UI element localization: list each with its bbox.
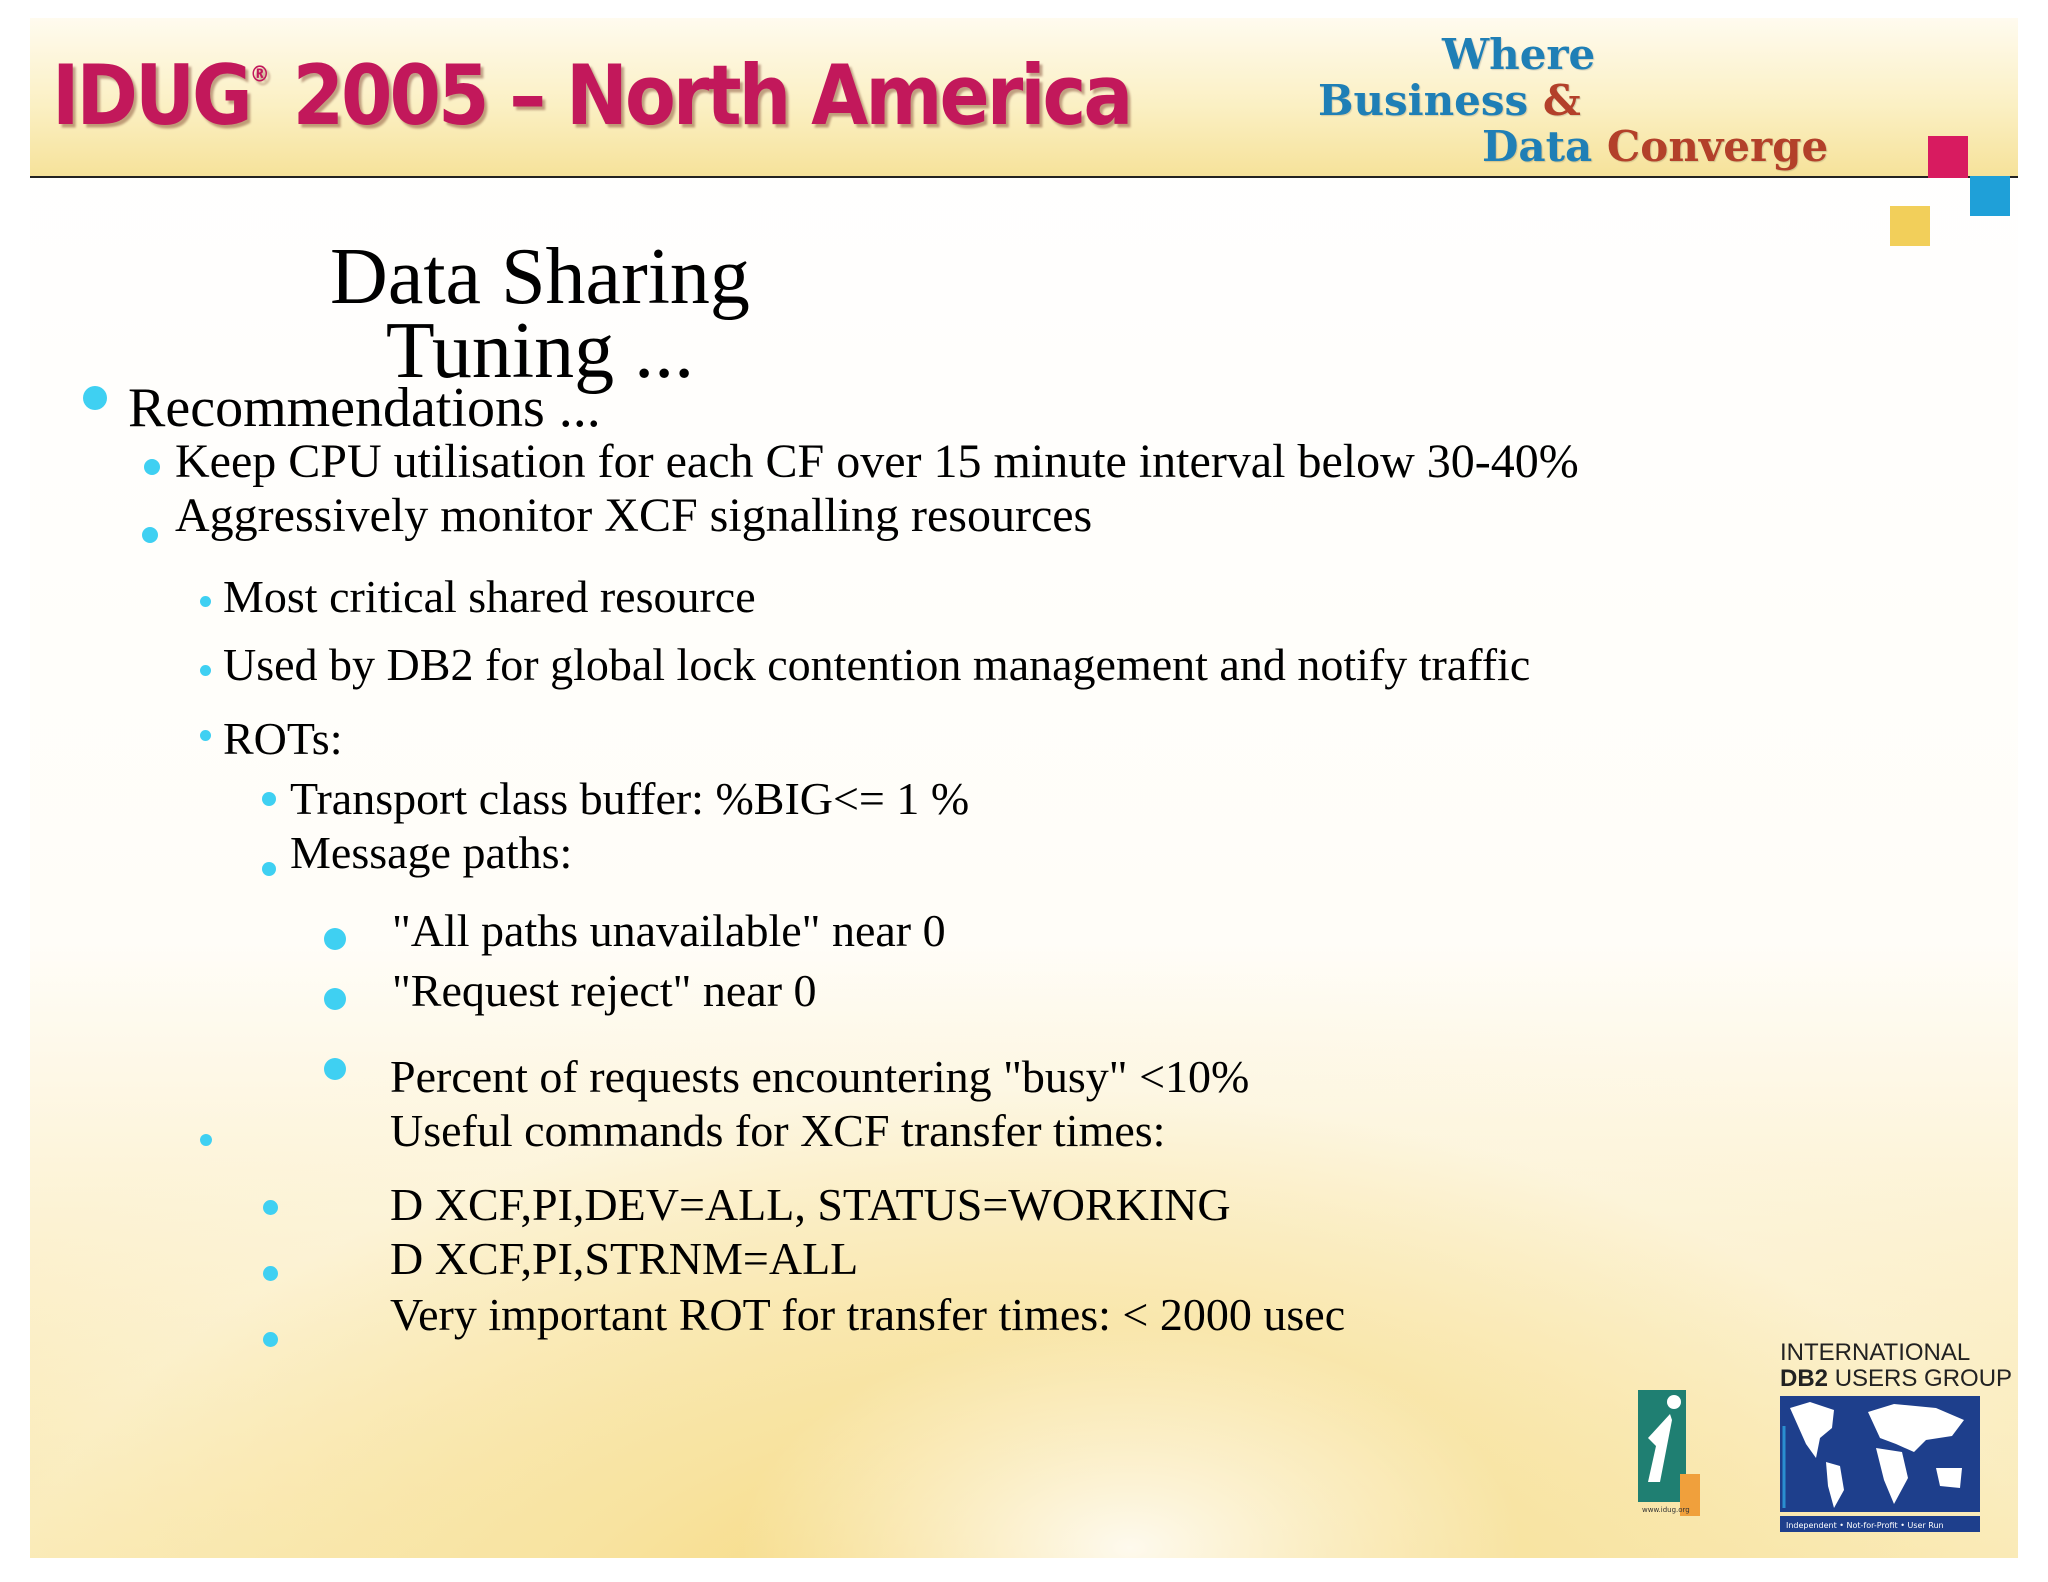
bullet-dot [144, 459, 160, 475]
bullet-used-by-db2: Used by DB2 for global lock contention management and notify traffic [223, 639, 1531, 690]
decor-square-magenta [1928, 136, 1968, 178]
bullet-dot [262, 792, 276, 806]
intl-logo-line1: INTERNATIONAL [1780, 1339, 1971, 1366]
intl-logo-line2: DB2 USERS GROUP [1780, 1365, 2013, 1392]
title-line-2: Tuning ... [385, 307, 695, 395]
bullet-critical-resource: Most critical shared resource [223, 571, 756, 622]
bullet-cmd-strnm: D XCF,PI,STRNM=ALL [390, 1233, 859, 1284]
bullet-useful-commands: Useful commands for XCF transfer times: [390, 1105, 1166, 1156]
bullet-message-paths: Message paths: [290, 827, 573, 878]
bullet-dot [142, 527, 158, 543]
tagline-business: Business & [1318, 76, 1581, 125]
bullet-all-paths-unavailable: "All paths unavailable" near 0 [392, 905, 946, 956]
intl-logo-footer: Independent • Not-for-Profit • User Run [1786, 1521, 1944, 1530]
bullet-transfer-time-rot: Very important ROT for transfer times: < 2000 usec [390, 1289, 1346, 1340]
bullet-request-reject: "Request reject" near 0 [392, 965, 817, 1016]
bullet-dot [200, 730, 211, 741]
small-logo-url: www.idug.org [1642, 1506, 1690, 1514]
bullet-dot [262, 862, 276, 876]
slide [30, 18, 2018, 1558]
tagline-where: Where [1442, 30, 1596, 79]
bullet-dot [263, 1332, 278, 1347]
bullet-dot [200, 1134, 212, 1146]
decor-square-blue [1970, 176, 2010, 216]
bullet-dot [324, 928, 346, 950]
bullet-rots: ROTs: [223, 713, 343, 764]
bullet-recommendations: Recommendations ... [128, 377, 601, 439]
slide-title [260, 233, 820, 395]
bullet-xcf-monitor: Aggressively monitor XCF signalling resources [175, 489, 1093, 542]
title-line-1: Data Sharing [330, 233, 750, 321]
conference-brand: IDUG® 2005 – North America [52, 48, 1131, 145]
bullet-dot [263, 1266, 278, 1281]
bullet-dot [324, 988, 346, 1010]
idug-i-logo [1638, 1390, 1700, 1516]
slide-header [30, 18, 2018, 176]
bullet-dot [83, 386, 107, 410]
bullet-busy-percent: Percent of requests encountering "busy" <10% [390, 1051, 1250, 1102]
bullet-cpu-utilisation: Keep CPU utilisation for each CF over 15 minute interval below 30-40% [175, 435, 1579, 488]
header-divider [30, 176, 2018, 178]
bullet-dot [324, 1058, 346, 1080]
tagline-data-converge: Data Converge [1482, 122, 1829, 171]
bullet-dot [263, 1200, 278, 1215]
bullet-cmd-dev-all: D XCF,PI,DEV=ALL, STATUS=WORKING [390, 1179, 1231, 1230]
decor-square-yellow [1890, 206, 1930, 246]
bullet-dot [200, 596, 211, 607]
bullet-dot [200, 665, 211, 676]
international-db2-users-group-logo [1776, 1339, 2013, 1536]
bullet-transport-class: Transport class buffer: %BIG<= 1 % [290, 773, 970, 824]
